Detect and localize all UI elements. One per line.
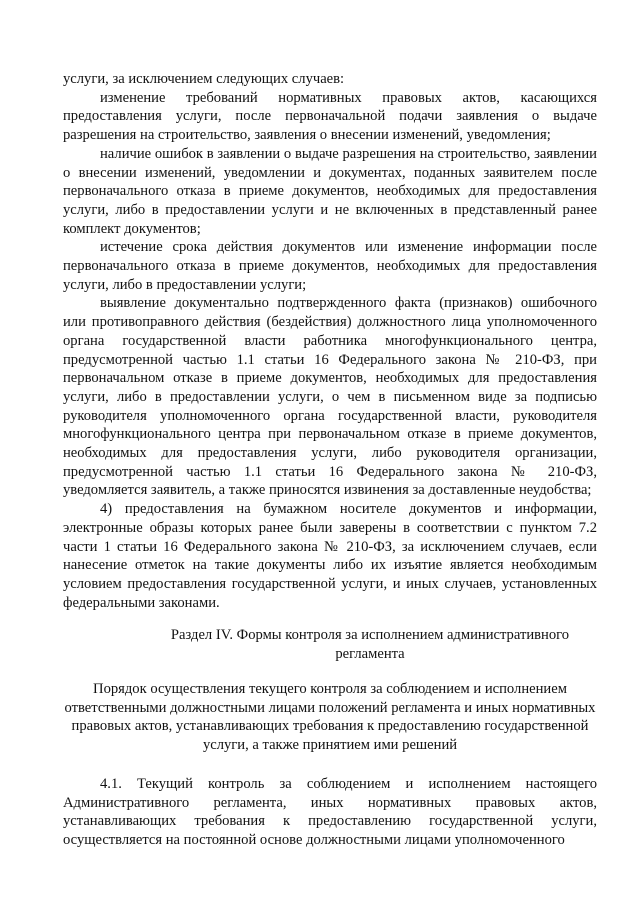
paragraph-paper-documents: 4) предоставления на бумажном носителе документов и информации, электронные образы которых ранее были заверены в соответствии с пунктом 7.2 части 1 статьи 16 Федерального закона № 210-ФЗ, за исключением случаев, если нанесение отметок на такие документы либо их изъятие является необходимым условием предоставления государственной услуги, и иных случаев, установленных федеральными законами. bbox=[63, 501, 597, 611]
paragraph-document-expiry: истечение срока действия документов или изменение информации после первоначального отказа в приеме документов, необходимых для предоставления услуги, либо в предоставлении услуги; bbox=[63, 239, 597, 293]
paragraph-application-errors: наличие ошибок в заявлении о выдаче разрешения на строительство, заявлении о внесении изменений, уведомлении и документах, поданных заявителем после первоначального отказа в приеме документов, необходимых для предоставления услуги, либо в предоставлении услуги и не включенных в представленный ранее комплект документов; bbox=[63, 145, 597, 237]
paragraph-services-exceptions: услуги, за исключением следующих случаев: bbox=[63, 71, 345, 87]
paragraph-current-control: 4.1. Текущий контроль за соблюдением и исполнением настоящего Административного регламента, иных нормативных правовых актов, устанавливающих требования к предоставлению государственной услуги, осуществляется на постоянной основе должностными лицами уполномоченного bbox=[63, 776, 597, 849]
paragraph-unlawful-action: выявление документально подтвержденного факта (признаков) ошибочного или противоправного действия (бездействия) должностного лица уполномоченного органа государственной власти работника многофункционального центра, предусмотренной частью 1.1 статьи 16 Федерального закона № 210-ФЗ, при первоначальном отказе в приеме документов, необходимых для предоставления услуги, либо в предоставлении услуги, о чем в письменном виде за подписью руководителя уполномоченного органа государственной власти, руководителя многофункционального центра при первоначальном отказе в приеме документов, необходимых для предоставления услуги, либо руководителя организации, предусмотренной частью 1.1 статьи 16 Федерального закона № 210-ФЗ, уведомляется заявитель, а также приносятся извинения за доставленные неудобства; bbox=[63, 295, 597, 499]
subsection-title: Порядок осуществления текущего контроля за соблюдением и исполнением ответственными должностными лицами положений регламента и иных нормативных правовых актов, устанавливающих требования к предоставлению государственной услуги, а также принятием ими решений bbox=[64, 681, 596, 754]
section-heading bbox=[150, 626, 590, 663]
section-title: Раздел IV. Формы контроля за исполнением административного регламента bbox=[170, 627, 570, 662]
body-text bbox=[63, 70, 597, 612]
paragraph-requirements-change: изменение требований нормативных правовых актов, касающихся предоставления услуги, после первоначальной подачи заявления о выдаче разрешения на строительство, заявления о внесении изменений, уведомления; bbox=[63, 89, 597, 144]
subsection-heading bbox=[50, 680, 610, 755]
closing-text bbox=[63, 775, 597, 850]
